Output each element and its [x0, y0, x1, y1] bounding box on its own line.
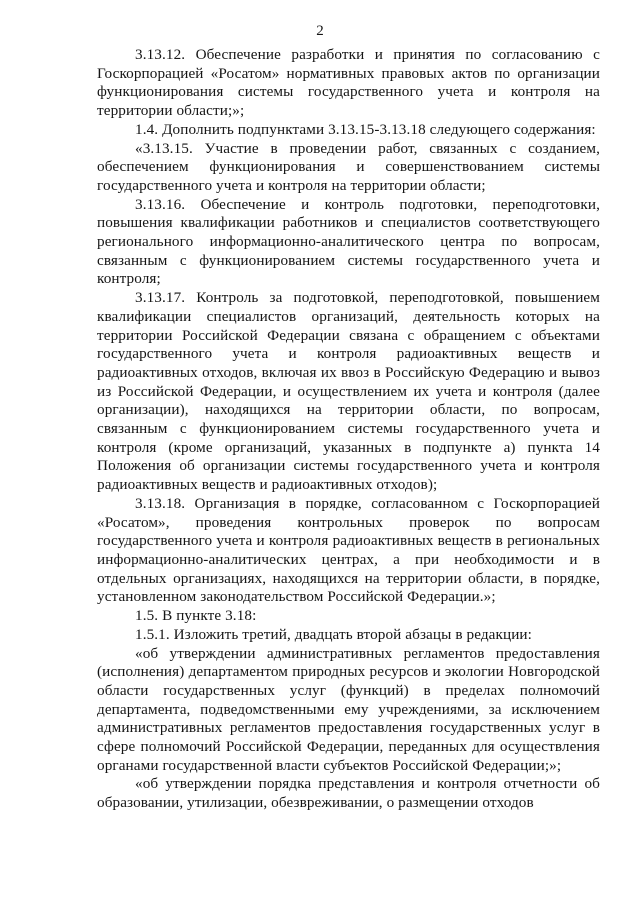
paragraph-p-1-4: 1.4. Дополнить подпунктами 3.13.15-3.13.18 следующего содержания: [135, 120, 596, 138]
paragraph-p-3-13-16: 3.13.16. Обеспечение и контроль подготовки, переподготовки, повышения квалификации работников и специалистов соответствующего регионального информационно-аналитического центра по вопросам, связанным с функционированием системы государственного учета и контроля; [97, 195, 600, 288]
paragraph-p-3-13-12: 3.13.12. Обеспечение разработки и принятия по согласованию с Госкорпорацией «Росатом» нормативных правовых актов по организации функционирования системы государственного учета и контроля на территории области;»; [97, 46, 600, 120]
paragraph-p-1-5: 1.5. В пункте 3.18: [135, 607, 257, 625]
paragraph-p-quote-1: «об утверждении административных регламентов предоставления (исполнения) департаментом природных ресурсов и экологии Новгородской области государственных услуг (функций) в пределах полномочий департамента, подведомственными ему учреждениями, за исключением административных регламентов предоставления государственных услуг в сфере полномочий Российской Федерации, переданных для осуществления органами государственной власти субъектов Российской Федерации;»; [97, 644, 600, 774]
paragraph-p-quote-2: «об утверждении порядка представления и контроля отчетности об образовании, утилизации, обезвреживании, о размещении отходов [97, 775, 600, 812]
paragraph-p-1-5-1: 1.5.1. Изложить третий, двадцать второй абзацы в редакции: [135, 625, 532, 643]
page-number: 2 [316, 23, 324, 39]
paragraph-p-3-13-17: 3.13.17. Контроль за подготовкой, переподготовкой, повышением квалификации специалистов организаций, деятельность которых на территории Российской Федерации связана с обращением с объектами государственного учета и контроля радиоактивных веществ и радиоактивных отходов, включая их ввоз в Российскую Федерацию и вывоз из Российской Федерации, и осуществлением их учета и контроля (далее организации), находящихся на территории области, по вопросам, связанным с функционированием системы государственного учета и контроля (кроме организаций, указанных в подпункте а) пункта 14 Положения об организации системы государственного учета и контроля радиоактивных веществ и радиоактивных отходов); [97, 289, 600, 494]
paragraph-p-3-13-18: 3.13.18. Организация в порядке, согласованном с Госкорпорацией «Росатом», проведения контрольных проверок по вопросам государственного учета и контроля радиоактивных веществ в региональных информационно-аналитических центрах, а при необходимости и в отдельных организациях, находящихся на территории области, в порядке, установленном законодательством Российской Федерации.»; [97, 494, 600, 606]
document-body [97, 46, 600, 813]
paragraph-p-3-13-15: «3.13.15. Участие в проведении работ, связанных с созданием, обеспечением функционирования и совершенствованием системы государственного учета и контроля на территории области; [97, 139, 600, 194]
